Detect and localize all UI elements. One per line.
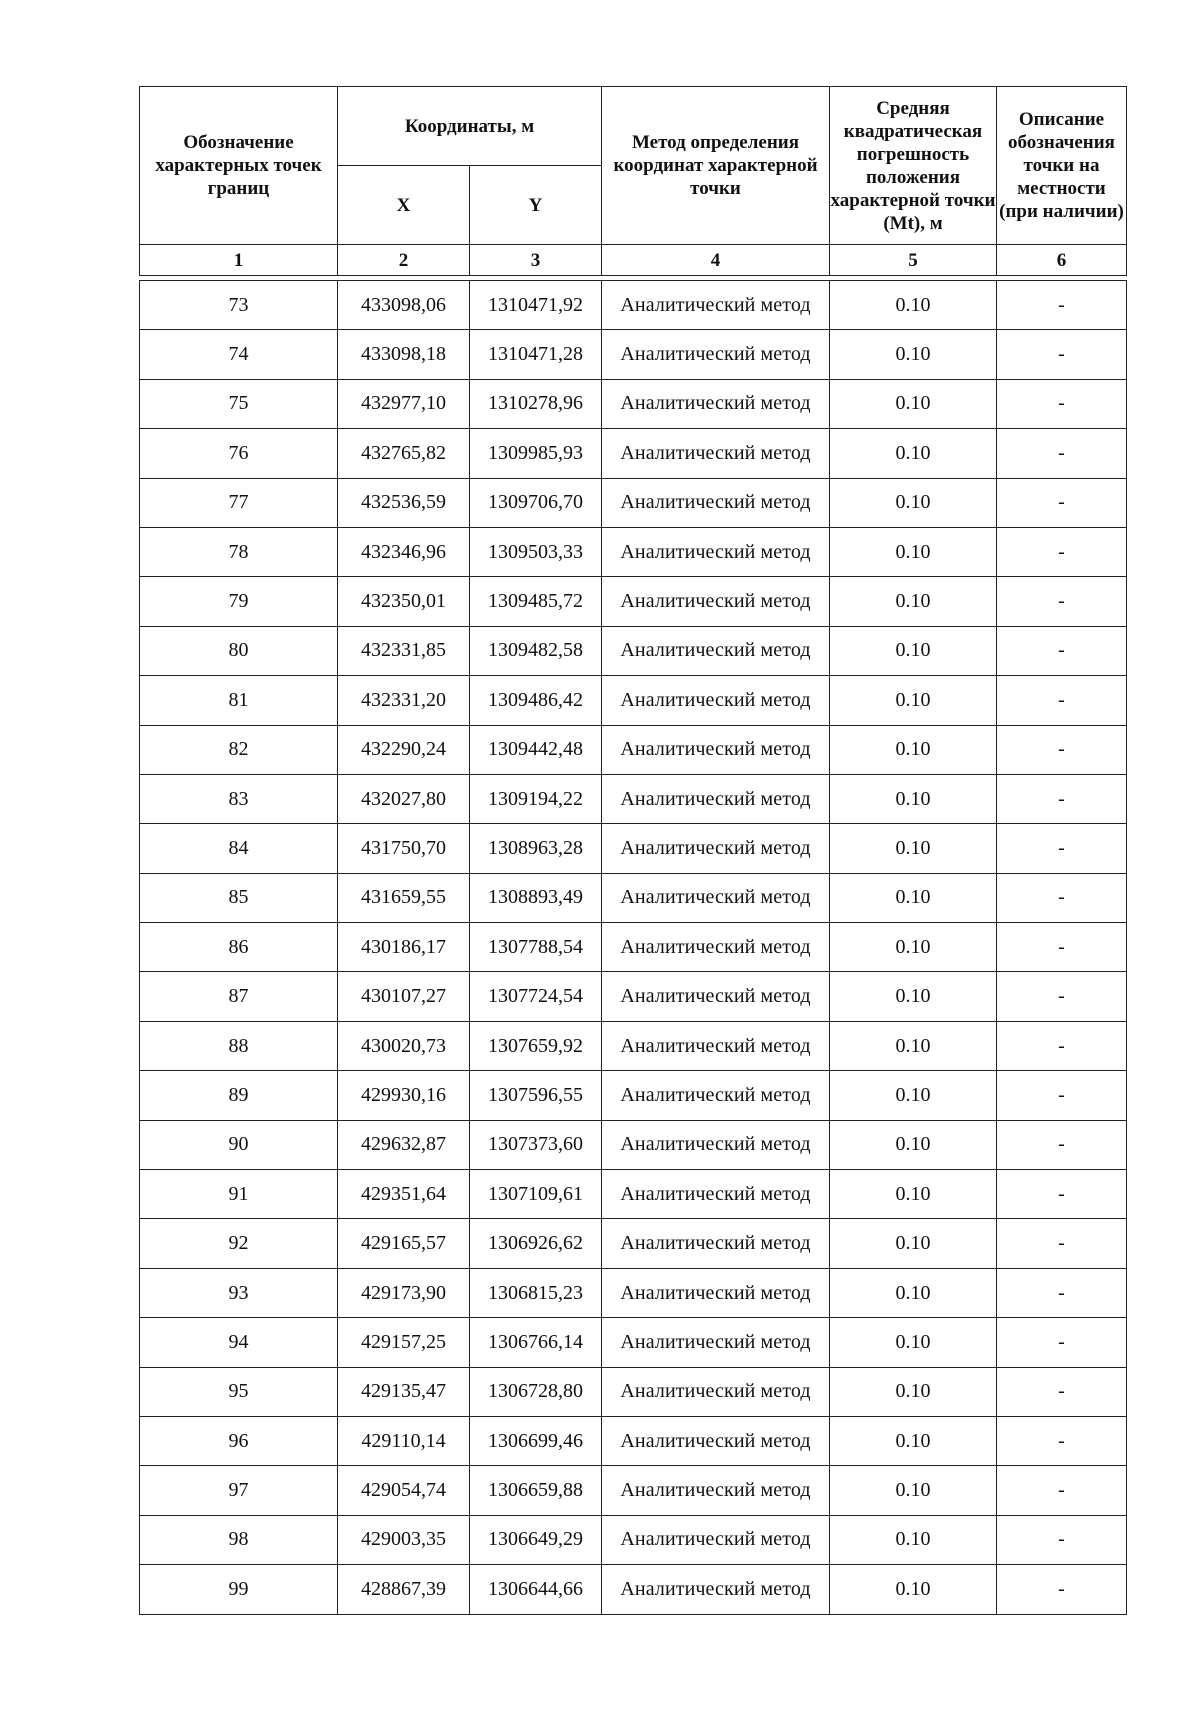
table-row: [140, 1170, 1127, 1219]
cell-x: 432027,80: [338, 774, 470, 823]
cell-error: 0.10: [830, 626, 997, 675]
cell-error: 0.10: [830, 1367, 997, 1416]
cell-x: 430186,17: [338, 923, 470, 972]
table-row: [140, 379, 1127, 428]
cell-point: 77: [140, 478, 338, 527]
cell-error: 0.10: [830, 923, 997, 972]
column-number: 2: [338, 245, 470, 276]
cell-y: 1306926,62: [470, 1219, 602, 1268]
cell-x: 429930,16: [338, 1071, 470, 1120]
cell-method: Аналитический метод: [602, 1268, 830, 1317]
cell-y: 1308963,28: [470, 824, 602, 873]
cell-y: 1307596,55: [470, 1071, 602, 1120]
table-row: [140, 676, 1127, 725]
table-row: [140, 1416, 1127, 1465]
cell-error: 0.10: [830, 1021, 997, 1070]
cell-y: 1309485,72: [470, 577, 602, 626]
cell-x: 429165,57: [338, 1219, 470, 1268]
column-number: 6: [997, 245, 1127, 276]
table-row: [140, 824, 1127, 873]
cell-error: 0.10: [830, 1170, 997, 1219]
cell-description: -: [997, 1219, 1127, 1268]
cell-method: Аналитический метод: [602, 1515, 830, 1564]
cell-description: -: [997, 1268, 1127, 1317]
header-point: Обозначение характерных точек границ: [140, 87, 338, 245]
cell-error: 0.10: [830, 1565, 997, 1614]
cell-description: -: [997, 429, 1127, 478]
cell-method: Аналитический метод: [602, 429, 830, 478]
table-row: [140, 923, 1127, 972]
table-row: [140, 1021, 1127, 1070]
cell-description: -: [997, 972, 1127, 1021]
header-method: Метод определения координат характерной точки: [602, 87, 830, 245]
table-row: [140, 626, 1127, 675]
cell-point: 93: [140, 1268, 338, 1317]
cell-description: -: [997, 923, 1127, 972]
cell-x: 429003,35: [338, 1515, 470, 1564]
cell-x: 430107,27: [338, 972, 470, 1021]
cell-description: -: [997, 626, 1127, 675]
cell-error: 0.10: [830, 1268, 997, 1317]
cell-method: Аналитический метод: [602, 626, 830, 675]
cell-y: 1308893,49: [470, 873, 602, 922]
column-number: 5: [830, 245, 997, 276]
cell-error: 0.10: [830, 725, 997, 774]
cell-point: 73: [140, 281, 338, 330]
cell-y: 1309706,70: [470, 478, 602, 527]
cell-x: 432331,85: [338, 626, 470, 675]
cell-y: 1309486,42: [470, 676, 602, 725]
cell-method: Аналитический метод: [602, 1466, 830, 1515]
cell-method: Аналитический метод: [602, 1021, 830, 1070]
cell-point: 88: [140, 1021, 338, 1070]
table-row: [140, 873, 1127, 922]
cell-description: -: [997, 1367, 1127, 1416]
cell-error: 0.10: [830, 577, 997, 626]
cell-description: -: [997, 1318, 1127, 1367]
cell-point: 94: [140, 1318, 338, 1367]
cell-x: 433098,06: [338, 281, 470, 330]
table-row: [140, 725, 1127, 774]
cell-method: Аналитический метод: [602, 527, 830, 576]
cell-description: -: [997, 1565, 1127, 1614]
cell-x: 429054,74: [338, 1466, 470, 1515]
cell-description: -: [997, 1120, 1127, 1169]
cell-x: 429110,14: [338, 1416, 470, 1465]
cell-error: 0.10: [830, 429, 997, 478]
header-y: Y: [470, 166, 602, 245]
cell-error: 0.10: [830, 676, 997, 725]
cell-method: Аналитический метод: [602, 725, 830, 774]
cell-method: Аналитический метод: [602, 1367, 830, 1416]
cell-x: 432290,24: [338, 725, 470, 774]
cell-x: 432977,10: [338, 379, 470, 428]
table-row: [140, 577, 1127, 626]
cell-x: 429351,64: [338, 1170, 470, 1219]
cell-description: -: [997, 1021, 1127, 1070]
cell-y: 1309194,22: [470, 774, 602, 823]
cell-y: 1309985,93: [470, 429, 602, 478]
cell-method: Аналитический метод: [602, 379, 830, 428]
cell-point: 86: [140, 923, 338, 972]
cell-error: 0.10: [830, 1515, 997, 1564]
cell-point: 80: [140, 626, 338, 675]
cell-y: 1306815,23: [470, 1268, 602, 1317]
cell-y: 1306644,66: [470, 1565, 602, 1614]
cell-error: 0.10: [830, 824, 997, 873]
table-row: [140, 972, 1127, 1021]
cell-description: -: [997, 379, 1127, 428]
cell-x: 428867,39: [338, 1565, 470, 1614]
table-header: [139, 86, 1127, 276]
cell-method: Аналитический метод: [602, 824, 830, 873]
table-row: [140, 330, 1127, 379]
cell-method: Аналитический метод: [602, 1565, 830, 1614]
cell-description: -: [997, 478, 1127, 527]
cell-error: 0.10: [830, 972, 997, 1021]
cell-y: 1309482,58: [470, 626, 602, 675]
cell-method: Аналитический метод: [602, 1219, 830, 1268]
cell-point: 79: [140, 577, 338, 626]
cell-x: 429157,25: [338, 1318, 470, 1367]
cell-y: 1307659,92: [470, 1021, 602, 1070]
cell-description: -: [997, 577, 1127, 626]
cell-method: Аналитический метод: [602, 972, 830, 1021]
cell-method: Аналитический метод: [602, 774, 830, 823]
cell-error: 0.10: [830, 873, 997, 922]
cell-x: 431659,55: [338, 873, 470, 922]
header-coords: Координаты, м: [338, 87, 602, 166]
cell-description: -: [997, 774, 1127, 823]
cell-point: 85: [140, 873, 338, 922]
cell-method: Аналитический метод: [602, 873, 830, 922]
header-description: Описание обозначения точки на местности (при наличии): [997, 87, 1127, 245]
table-row: [140, 1565, 1127, 1614]
cell-description: -: [997, 1170, 1127, 1219]
cell-x: 430020,73: [338, 1021, 470, 1070]
cell-error: 0.10: [830, 478, 997, 527]
cell-point: 76: [140, 429, 338, 478]
cell-x: 432536,59: [338, 478, 470, 527]
cell-y: 1309442,48: [470, 725, 602, 774]
cell-point: 75: [140, 379, 338, 428]
cell-error: 0.10: [830, 281, 997, 330]
cell-method: Аналитический метод: [602, 577, 830, 626]
cell-point: 83: [140, 774, 338, 823]
table-row: [140, 1071, 1127, 1120]
table-row: [140, 527, 1127, 576]
cell-y: 1307788,54: [470, 923, 602, 972]
cell-method: Аналитический метод: [602, 1416, 830, 1465]
cell-x: 429173,90: [338, 1268, 470, 1317]
cell-description: -: [997, 1416, 1127, 1465]
cell-point: 99: [140, 1565, 338, 1614]
cell-point: 74: [140, 330, 338, 379]
cell-error: 0.10: [830, 1071, 997, 1120]
cell-error: 0.10: [830, 330, 997, 379]
table-row: [140, 429, 1127, 478]
cell-description: -: [997, 1515, 1127, 1564]
column-number: 3: [470, 245, 602, 276]
header-error: Средняя квадратическая погрешность положения характерной точки (Mt), м: [830, 87, 997, 245]
cell-method: Аналитический метод: [602, 923, 830, 972]
cell-method: Аналитический метод: [602, 676, 830, 725]
cell-point: 91: [140, 1170, 338, 1219]
coordinates-table: [139, 280, 1127, 1615]
table-row: [140, 1120, 1127, 1169]
cell-point: 90: [140, 1120, 338, 1169]
cell-method: Аналитический метод: [602, 1170, 830, 1219]
cell-method: Аналитический метод: [602, 1318, 830, 1367]
header-x: X: [338, 166, 470, 245]
table-row: [140, 774, 1127, 823]
table-row: [140, 1466, 1127, 1515]
cell-y: 1306659,88: [470, 1466, 602, 1515]
cell-description: -: [997, 725, 1127, 774]
cell-y: 1307373,60: [470, 1120, 602, 1169]
cell-y: 1306649,29: [470, 1515, 602, 1564]
cell-error: 0.10: [830, 1120, 997, 1169]
cell-error: 0.10: [830, 1466, 997, 1515]
cell-y: 1307109,61: [470, 1170, 602, 1219]
cell-error: 0.10: [830, 1318, 997, 1367]
table-row: [140, 281, 1127, 330]
cell-x: 432346,96: [338, 527, 470, 576]
cell-x: 433098,18: [338, 330, 470, 379]
cell-point: 98: [140, 1515, 338, 1564]
cell-x: 432765,82: [338, 429, 470, 478]
cell-point: 78: [140, 527, 338, 576]
table-row: [140, 1268, 1127, 1317]
column-number: 4: [602, 245, 830, 276]
cell-y: 1306766,14: [470, 1318, 602, 1367]
table-row: [140, 478, 1127, 527]
cell-point: 87: [140, 972, 338, 1021]
cell-x: 429632,87: [338, 1120, 470, 1169]
cell-error: 0.10: [830, 379, 997, 428]
column-number: 1: [140, 245, 338, 276]
cell-y: 1306728,80: [470, 1367, 602, 1416]
cell-error: 0.10: [830, 527, 997, 576]
cell-point: 95: [140, 1367, 338, 1416]
table-row: [140, 1515, 1127, 1564]
cell-error: 0.10: [830, 1416, 997, 1465]
cell-error: 0.10: [830, 1219, 997, 1268]
cell-x: 432350,01: [338, 577, 470, 626]
cell-description: -: [997, 1071, 1127, 1120]
cell-method: Аналитический метод: [602, 330, 830, 379]
cell-x: 429135,47: [338, 1367, 470, 1416]
cell-y: 1310471,92: [470, 281, 602, 330]
cell-description: -: [997, 330, 1127, 379]
cell-error: 0.10: [830, 774, 997, 823]
table-row: [140, 1219, 1127, 1268]
cell-method: Аналитический метод: [602, 478, 830, 527]
cell-point: 89: [140, 1071, 338, 1120]
cell-description: -: [997, 873, 1127, 922]
table-row: [140, 1318, 1127, 1367]
cell-y: 1307724,54: [470, 972, 602, 1021]
cell-point: 96: [140, 1416, 338, 1465]
cell-point: 92: [140, 1219, 338, 1268]
cell-point: 97: [140, 1466, 338, 1515]
cell-description: -: [997, 527, 1127, 576]
cell-x: 432331,20: [338, 676, 470, 725]
cell-y: 1306699,46: [470, 1416, 602, 1465]
cell-method: Аналитический метод: [602, 1120, 830, 1169]
cell-description: -: [997, 676, 1127, 725]
table-row: [140, 1367, 1127, 1416]
cell-y: 1310471,28: [470, 330, 602, 379]
cell-y: 1310278,96: [470, 379, 602, 428]
cell-point: 84: [140, 824, 338, 873]
cell-point: 82: [140, 725, 338, 774]
cell-method: Аналитический метод: [602, 281, 830, 330]
cell-description: -: [997, 281, 1127, 330]
cell-point: 81: [140, 676, 338, 725]
cell-x: 431750,70: [338, 824, 470, 873]
cell-y: 1309503,33: [470, 527, 602, 576]
cell-description: -: [997, 824, 1127, 873]
cell-description: -: [997, 1466, 1127, 1515]
cell-method: Аналитический метод: [602, 1071, 830, 1120]
